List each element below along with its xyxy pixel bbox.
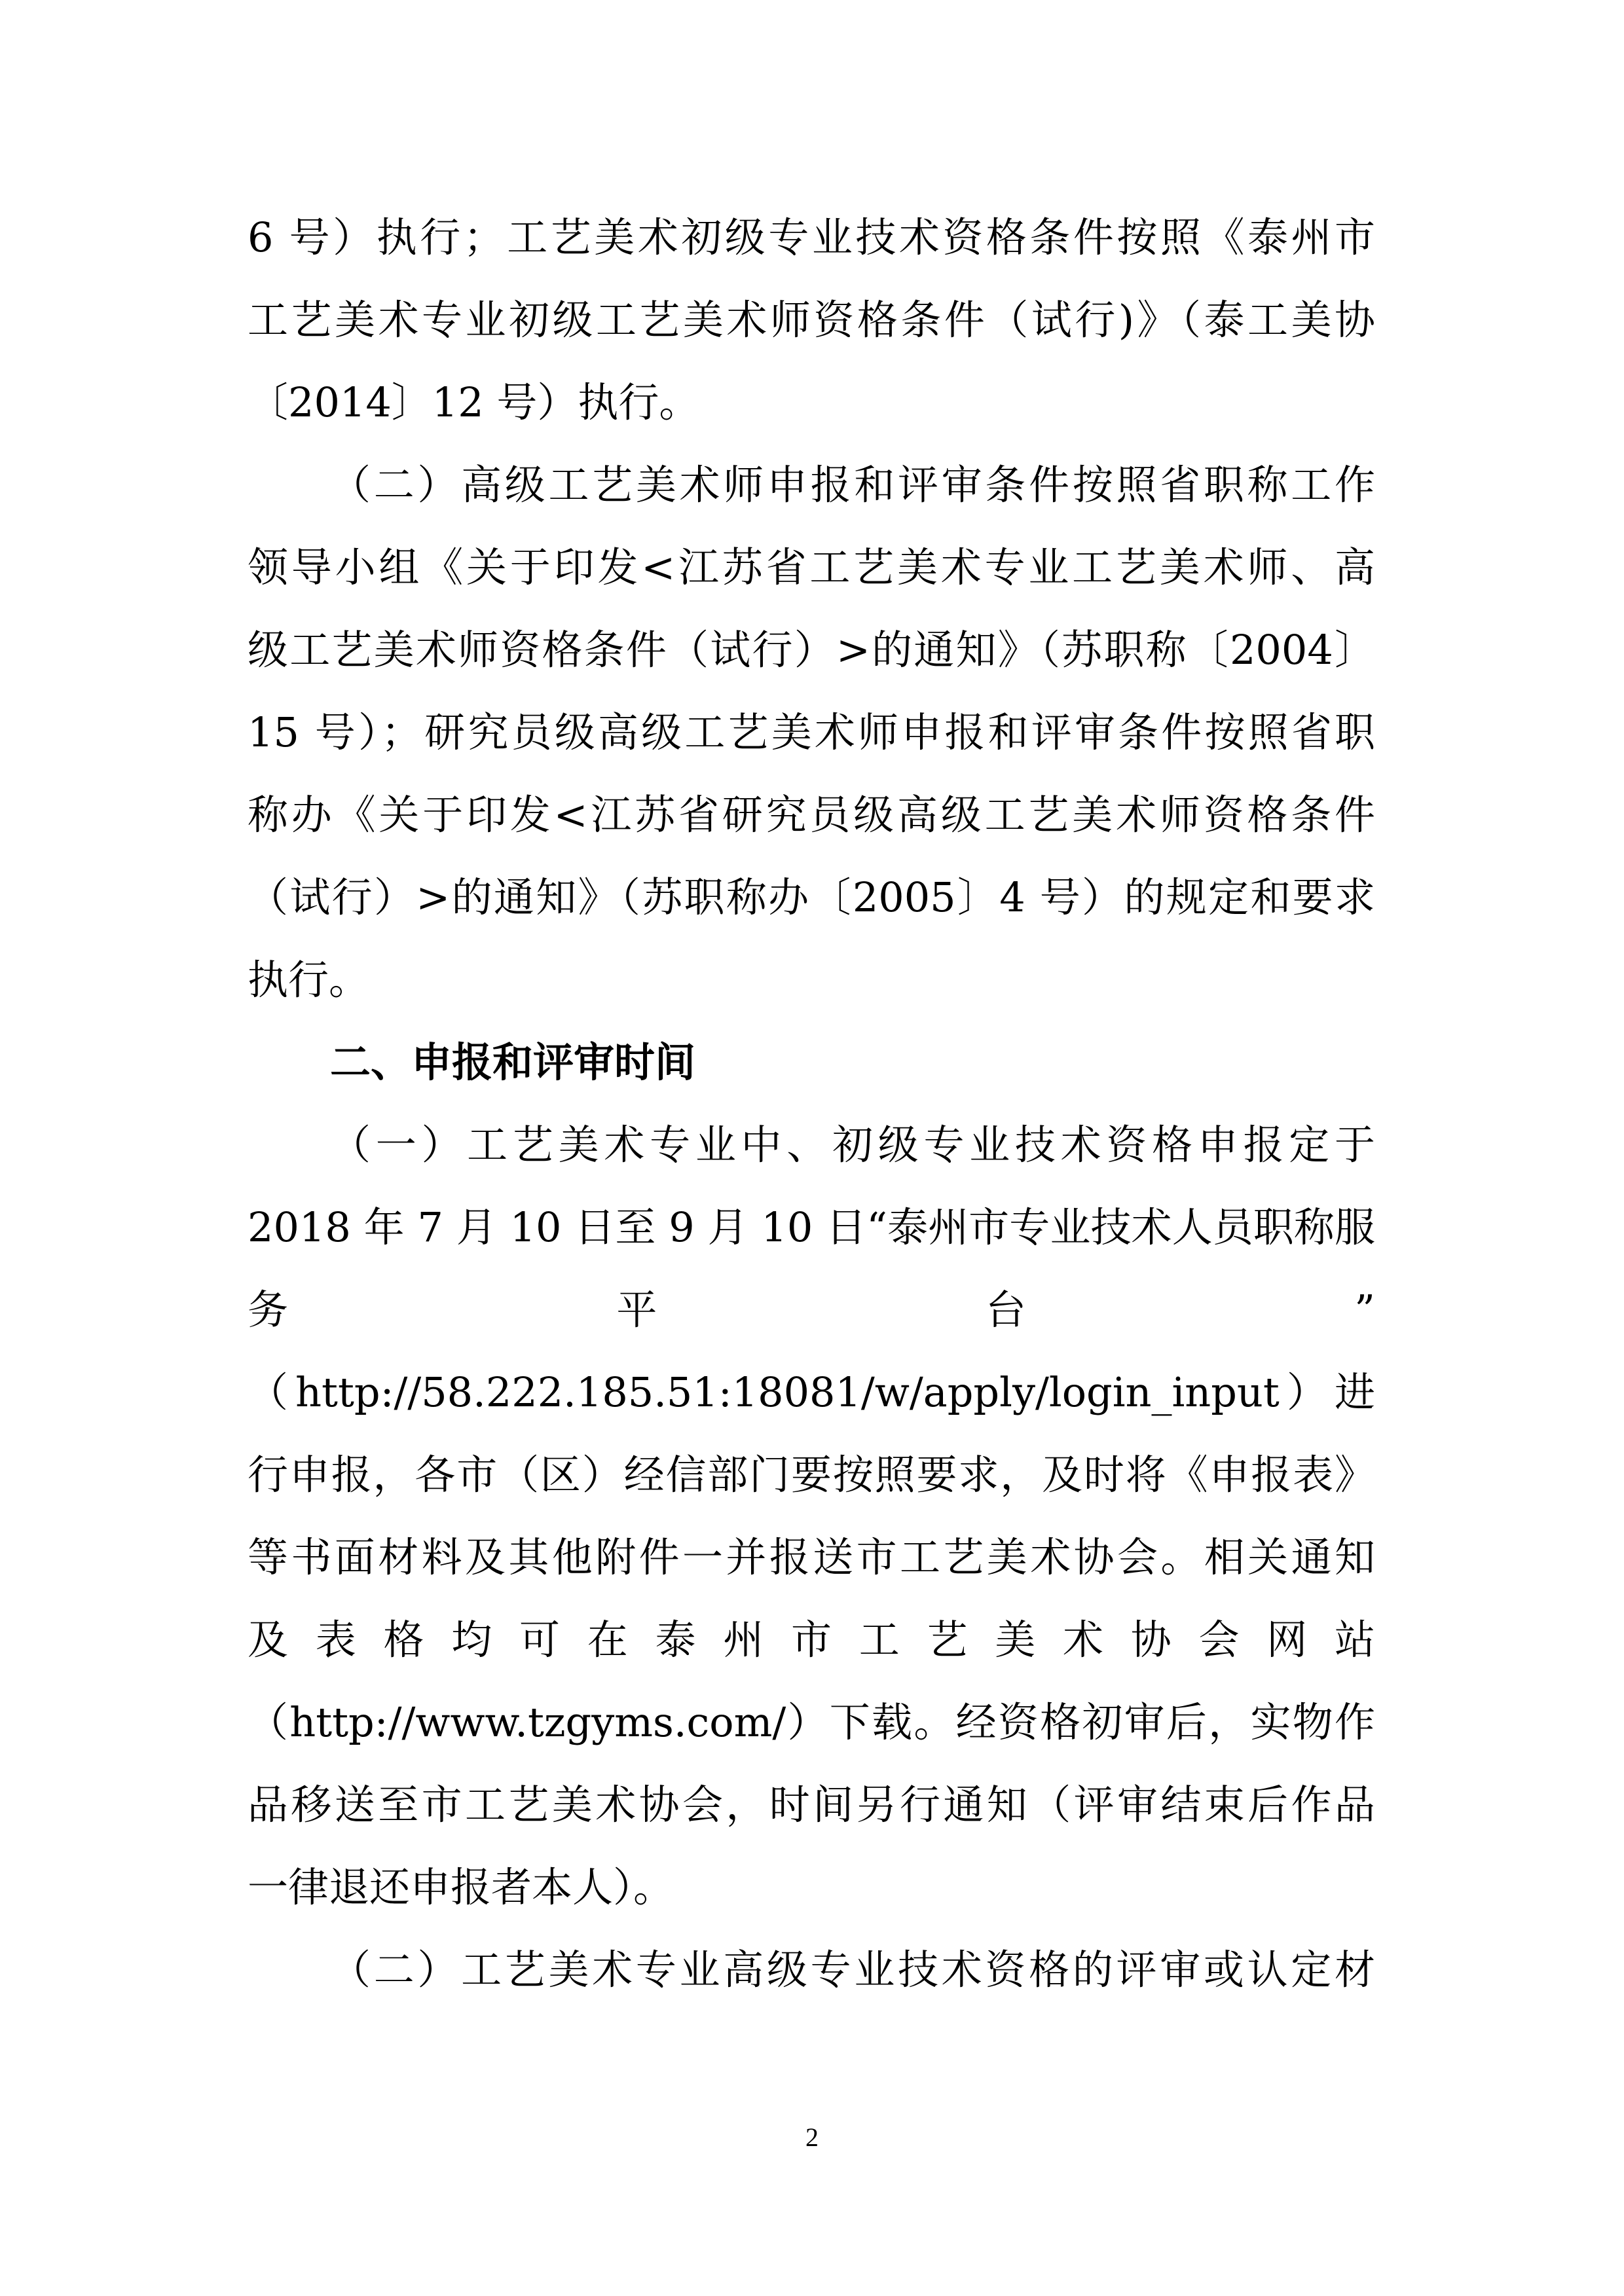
text-line: 工艺美术专业初级工艺美术师资格条件（试行)》（泰工美协 (248, 296, 1375, 344)
page-number: 2 (805, 2123, 819, 2152)
text-line: 等书面材料及其他附件一并报送市工艺美术协会。相关通知 (248, 1533, 1375, 1581)
spread-char: 平 (616, 1286, 657, 1334)
text-line: 品移送至市工艺美术协会，时间另行通知（评审结束后作品 (248, 1781, 1375, 1829)
text-line: 领导小组《关于印发<江苏省工艺美术专业工艺美术师、高 (248, 543, 1375, 591)
text-line-url: （http://58.222.185.51:18081/w/apply/login_input）进 (248, 1368, 1375, 1416)
text-line: 〔2014〕12 号）执行。 (248, 378, 700, 426)
text-line: 行申报，各市（区）经信部门要按照要求，及时将《申报表》 (248, 1451, 1375, 1499)
text-line-url: （http://www.tzgyms.com/）下载。经资格初审后，实物作 (248, 1698, 1375, 1746)
paragraph-first-line: （二）工艺美术专业高级专业技术资格的评审或认定材 (330, 1946, 1375, 1994)
spread-char: ” (1354, 1286, 1375, 1334)
text-line: 及表格均可在泰州市工艺美术协会网站 (248, 1616, 1375, 1664)
text-line: （试行）>的通知》（苏职称办〔2005〕4 号）的规定和要求 (248, 873, 1375, 921)
section-heading: 二、申报和评审时间 (330, 1038, 696, 1086)
paragraph-first-line: （二）高级工艺美术师申报和评审条件按照省职称工作 (330, 461, 1375, 509)
text-line: 6 号）执行；工艺美术初级专业技术资格条件按照《泰州市 (248, 213, 1375, 261)
text-line: 一律退还申报者本人）。 (248, 1863, 674, 1911)
text-line: 2018 年 7 月 10 日至 9 月 10 日“泰州市专业技术人员职称服 (248, 1203, 1375, 1251)
spread-char: 务 (248, 1286, 289, 1334)
spread-char: 台 (985, 1286, 1026, 1334)
spread-text-line (248, 1269, 1375, 1351)
text-line: 15 号）；研究员级高级工艺美术师申报和评审条件按照省职 (248, 708, 1375, 756)
text-line: 称办《关于印发<江苏省研究员级高级工艺美术师资格条件 (248, 791, 1375, 839)
paragraph-first-line: （一）工艺美术专业中、初级专业技术资格申报定于 (330, 1121, 1375, 1169)
text-line: 级工艺美术师资格条件（试行）>的通知》（苏职称〔2004〕 (248, 626, 1375, 674)
text-line: 执行。 (248, 956, 370, 1004)
document-body (248, 196, 1375, 2011)
